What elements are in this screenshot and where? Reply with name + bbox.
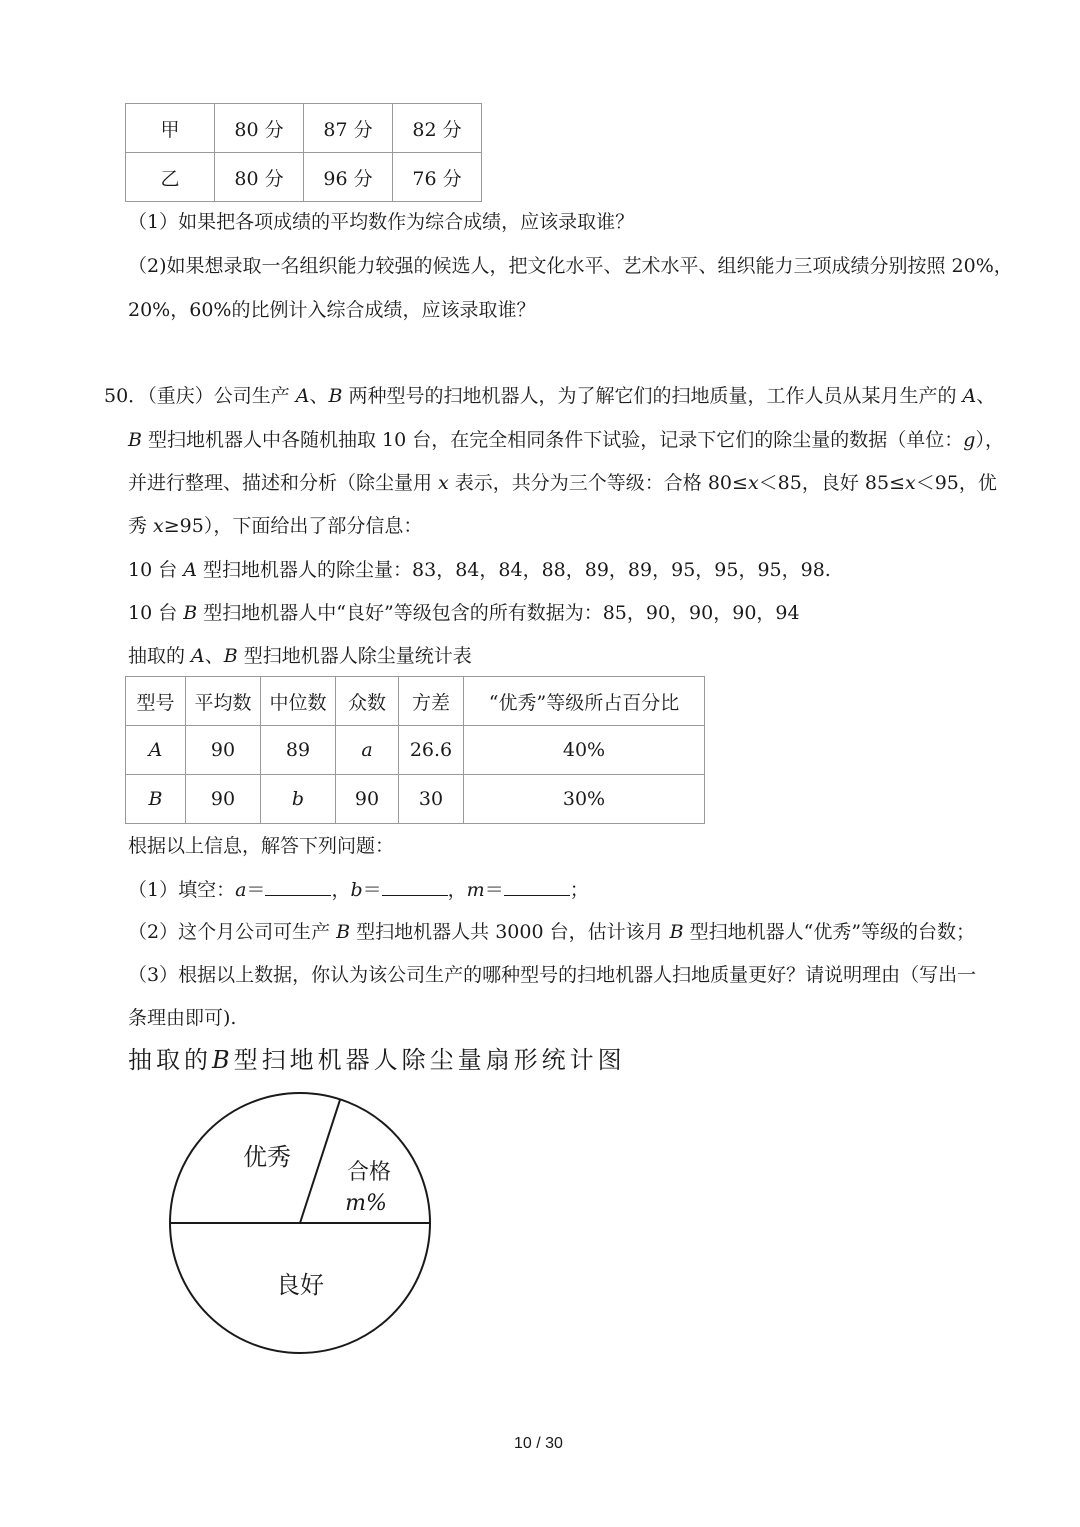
table-header: “优秀”等级所占百分比 (464, 677, 705, 726)
var: B (183, 602, 198, 624)
answer-blank[interactable] (382, 877, 448, 896)
var: A (962, 385, 977, 407)
table-cell: A (126, 726, 186, 775)
table-cell: 40% (464, 726, 705, 775)
text: ， (331, 879, 351, 901)
var: B (336, 921, 351, 943)
var: g (963, 429, 976, 451)
table-cell: 90 (186, 775, 261, 824)
text: ； (569, 879, 589, 901)
text: 型扫地机器人除尘量扇形统计图 (233, 1046, 626, 1074)
answer-blank[interactable] (265, 877, 331, 896)
var: A (191, 645, 205, 667)
text: ＜95，优 (915, 472, 997, 494)
text: 、 (204, 645, 224, 667)
question-3-line1: （3）根据以上数据，你认为该公司生产的哪种型号的扫地机器人扫地质量更好？请说明理由（写出一 (128, 964, 977, 986)
slice-sublabel-pass: m% (345, 1191, 387, 1216)
table-cell: 87 分 (304, 104, 393, 153)
q50-line4 (128, 514, 422, 538)
var: x (905, 472, 916, 494)
table-header: 平均数 (186, 677, 261, 726)
table-cell: 96 分 (304, 153, 393, 202)
var: A (295, 385, 310, 407)
chart-title (128, 1040, 626, 1075)
text: 10 台 (128, 559, 184, 581)
q49-part2-line1: （2)如果想录取一名组织能力较强的候选人，把文化水平、艺术水平、组织能力三项成绩分别按照 20%， (128, 255, 1013, 277)
text: ＝ (362, 879, 382, 901)
var: a (235, 879, 247, 901)
pie-divider (300, 1099, 340, 1223)
var: B (128, 429, 142, 451)
text: 、 (976, 385, 996, 407)
table-header: 型号 (126, 677, 186, 726)
text: ＜85，良好 85≤ (758, 472, 905, 494)
text: 抽取的 (128, 1046, 212, 1074)
q49-part2-line2: 20%，60%的比例计入综合成绩，应该录取谁？ (128, 299, 536, 321)
text: 并进行整理、描述和分析（除尘量用 (128, 472, 439, 494)
question-2 (128, 920, 975, 944)
answer-blank[interactable] (504, 877, 570, 896)
table-header-row (126, 677, 705, 726)
var: B (223, 645, 238, 667)
q50-line3 (128, 471, 997, 495)
table-cell: 90 (186, 726, 261, 775)
stats-table (125, 676, 705, 824)
table-cell: 76 分 (393, 153, 482, 202)
table-cell: 乙 (126, 153, 215, 202)
q50-line2 (128, 428, 1004, 452)
var: x (438, 472, 449, 494)
text: ＝ (484, 879, 504, 901)
score-table (125, 103, 482, 202)
text: 表示，共分为三个等级：合格 80≤ (448, 472, 748, 494)
pie-chart (160, 1085, 450, 1365)
table-cell: 80 分 (215, 104, 304, 153)
q50-line5 (128, 558, 831, 582)
var: x (747, 472, 759, 494)
q50-line6 (128, 601, 800, 625)
table-row (126, 104, 482, 153)
text: （2）这个月公司可生产 (128, 921, 337, 943)
text: 型扫地机器人中各随机抽取 10 台，在完全相同条件下试验，记录下它们的除尘量的数据（单位： (141, 429, 964, 451)
question-3-line2: 条理由即可). (128, 1007, 237, 1029)
slice-label-good: 良好 (276, 1271, 324, 1299)
text: （1）填空： (128, 879, 236, 901)
text: ≥95），下面给出了部分信息： (163, 515, 423, 537)
var: b (350, 879, 363, 901)
text: 、 (309, 385, 329, 407)
table-cell: 30 (399, 775, 464, 824)
text: 型扫地机器人的除尘量：83，84，84，88，89，89，95，95，95，98. (197, 559, 831, 581)
text: 型扫地机器人共 3000 台，估计该月 (350, 921, 670, 943)
table-row (126, 726, 705, 775)
table-cell: B (126, 775, 186, 824)
table-cell: a (336, 726, 399, 775)
table-cell: 89 (261, 726, 336, 775)
text: 型扫地机器人中“良好”等级包含的所有数据为：85，90，90，90，94 (197, 602, 800, 624)
text: ）， (975, 429, 1004, 451)
text: （重庆）公司生产 (147, 385, 296, 407)
text: 抽取的 (128, 645, 192, 667)
text: 10 台 (128, 602, 184, 624)
text: 秀 (128, 515, 154, 537)
table-cell: 80 分 (215, 153, 304, 202)
var: m (466, 879, 485, 901)
var: B (669, 921, 684, 943)
question-1 (128, 877, 589, 902)
table-header: 方差 (399, 677, 464, 726)
text: ， (447, 879, 467, 901)
table-row (126, 775, 705, 824)
q49-part1: （1）如果把各项成绩的平均数作为综合成绩，应该录取谁？ (128, 211, 635, 233)
page-number: 10 / 30 (514, 1435, 563, 1452)
text: 两种型号的扫地机器人，为了解它们的扫地质量，工作人员从某月生产的 (342, 385, 963, 407)
slice-label-pass: 合格 (346, 1160, 392, 1185)
questions-intro: 根据以上信息，解答下列问题： (128, 835, 395, 857)
text: 型扫地机器人除尘量统计表 (237, 645, 472, 667)
slice-label-excellent: 优秀 (243, 1143, 291, 1171)
stats-table-caption (128, 644, 472, 668)
question-number: 50． (104, 385, 148, 407)
table-header: 众数 (336, 677, 399, 726)
table-cell: 90 (336, 775, 399, 824)
table-cell: 30% (464, 775, 705, 824)
table-header: 中位数 (261, 677, 336, 726)
var: A (183, 559, 197, 581)
var: x (153, 515, 164, 537)
text: ＝ (246, 879, 266, 901)
q50-line1 (104, 384, 995, 408)
table-row (126, 153, 482, 202)
text: 型扫地机器人“优秀”等级的台数； (683, 921, 976, 943)
var: B (328, 385, 343, 407)
table-cell: 26.6 (399, 726, 464, 775)
var: B (212, 1046, 234, 1074)
table-cell: 甲 (126, 104, 215, 153)
table-cell: 82 分 (393, 104, 482, 153)
table-cell: b (261, 775, 336, 824)
